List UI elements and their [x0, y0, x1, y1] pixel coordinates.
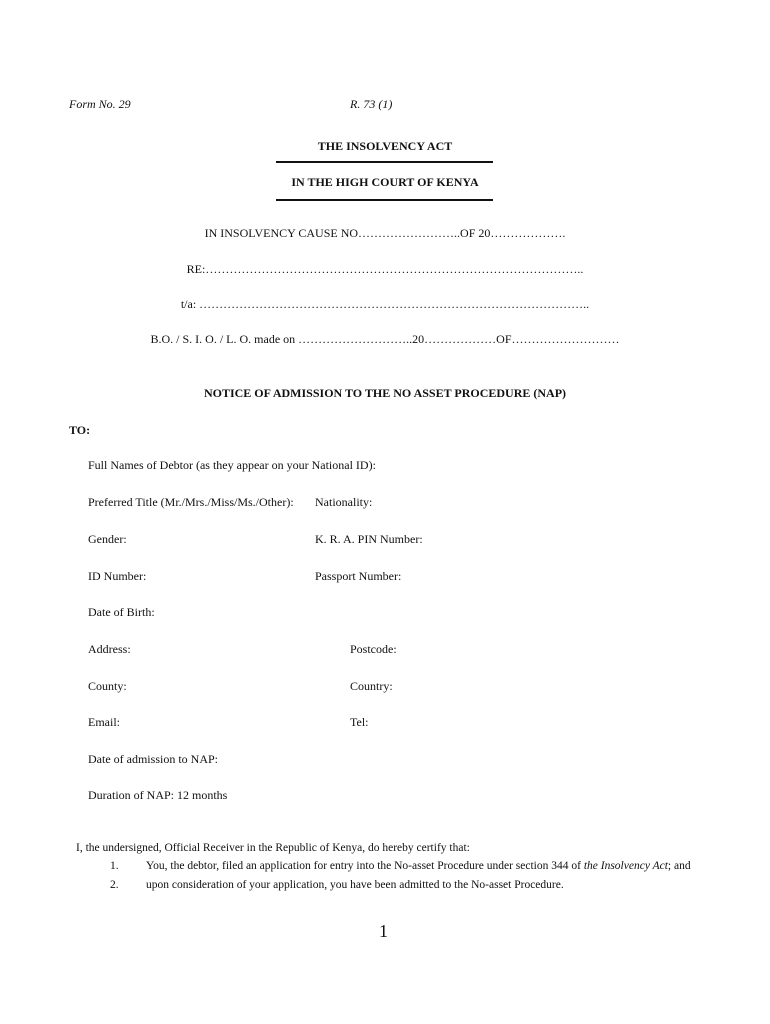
- cert-item-act-name: the Insolvency Act: [583, 860, 668, 872]
- cert-item-text: [146, 879, 564, 891]
- cert-item-text-pre: You, the debtor, filed an application for entry into the No-asset Procedure under section 344 of: [146, 860, 584, 872]
- id-number-field: ID Number:: [88, 569, 147, 583]
- act-title: THE INSOLVENCY ACT: [317, 139, 453, 153]
- country-field: Country:: [350, 679, 393, 693]
- title-rule-bottom: [276, 199, 493, 201]
- title-rule-top: [276, 161, 493, 163]
- kra-pin-field: K. R. A. PIN Number:: [315, 532, 423, 546]
- cert-item-number: 2.: [110, 879, 119, 891]
- county-field: County:: [88, 679, 127, 693]
- notice-title: NOTICE OF ADMISSION TO THE NO ASSET PROCEDURE (NAP): [203, 386, 567, 400]
- re-line: RE:…………………………………………………………………………………..: [186, 262, 584, 276]
- court-name: IN THE HIGH COURT OF KENYA: [291, 175, 479, 189]
- form-number: Form No. 29: [69, 97, 131, 111]
- date-of-birth-field: Date of Birth:: [88, 605, 155, 619]
- gender-field: Gender:: [88, 532, 127, 546]
- admission-date-field: Date of admission to NAP:: [88, 752, 218, 766]
- nationality-field: Nationality:: [315, 495, 373, 509]
- certification-intro: I, the undersigned, Official Receiver in the Republic of Kenya, do hereby certify that:: [76, 842, 470, 854]
- cert-item-text-post: ; and: [667, 860, 691, 872]
- rule-reference: R. 73 (1): [350, 97, 393, 111]
- email-field: Email:: [88, 715, 120, 729]
- preferred-title-field: Preferred Title (Mr./Mrs./Miss/Ms./Other):: [88, 495, 294, 509]
- address-field: Address:: [88, 642, 131, 656]
- to-label: TO:: [69, 423, 91, 437]
- cert-item-text-pre: upon consideration of your application, you have been admitted to the No-asset Procedure.: [146, 879, 564, 891]
- trading-as-line: t/a: ……………………………………………………………………………………..: [180, 297, 590, 311]
- nap-duration-field: Duration of NAP: 12 months: [88, 788, 228, 802]
- full-names-field: Full Names of Debtor (as they appear on your National ID):: [88, 458, 376, 472]
- cert-item-number: 1.: [110, 860, 119, 872]
- tel-field: Tel:: [350, 715, 369, 729]
- postcode-field: Postcode:: [350, 642, 397, 656]
- cause-number-line: IN INSOLVENCY CAUSE NO……………………..OF 20……………….: [204, 226, 566, 240]
- page-number: 1: [379, 921, 388, 941]
- cert-item-text: [146, 860, 691, 872]
- passport-number-field: Passport Number:: [315, 569, 402, 583]
- order-line: B.O. / S. I. O. / L. O. made on ………………………..20………………OF………………………: [150, 332, 620, 346]
